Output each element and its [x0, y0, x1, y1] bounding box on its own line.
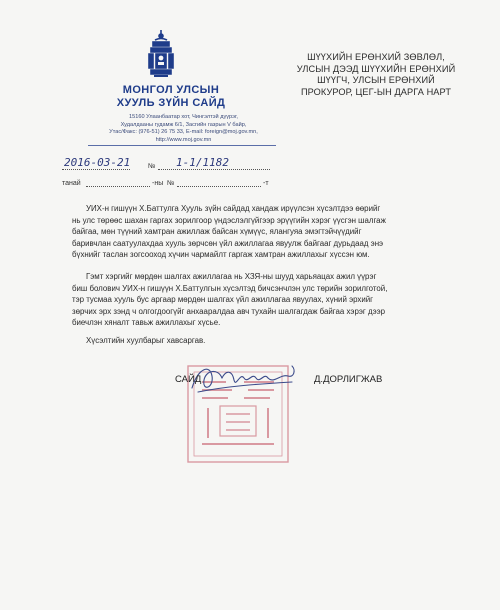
body-paragraph-2	[72, 271, 462, 329]
body-line: УИХ-н гишүүн Х.Баттулга Хууль зүйн сайдад хандаж ирүүлсэн хүсэлтдээ өөрийг	[86, 204, 381, 213]
recipient-line: ПРОКУРОР, ЦЕГ-ЫН ДАРГА НАРТ	[300, 86, 452, 97]
date-number-line	[62, 157, 272, 171]
body-line: баривчлан саатуулахдаа хууль зөрчсөн үйл ажиллагаа явуулж байгааг дурьдаад энэ	[72, 238, 384, 248]
ref-number-sign: №	[167, 180, 175, 187]
your-label: танай	[62, 180, 81, 187]
body-line: бүхнийг таслан зогсооход хүчин чармайлт гаргаж хамтран ажиллахыг хүссэн юм.	[72, 250, 370, 260]
body-line: биечлэн хяналт тавьж ажиллахыг хүсье.	[72, 318, 221, 328]
body-paragraph-3	[72, 335, 462, 347]
recipient-line: ШҮҮГЧ, УЛСЫН ЕРӨНХИЙ	[317, 75, 435, 85]
state-emblem-icon	[143, 28, 179, 80]
handwritten-signature-icon	[188, 358, 300, 398]
body-line: зөрчих эрх зэнд ч олгогдоогүйг анхааралдаа авч тухайн шалгагдаж байгаа хэрэг дээр	[72, 306, 386, 316]
letterhead-divider	[88, 145, 276, 146]
recipient-line: ШҮҮХИЙН ЕРӨНХИЙ ЗӨВЛӨЛ,	[307, 52, 445, 62]
body-paragraph-1	[72, 203, 462, 261]
address-line: Худалдааны гудамж 6/1, Засгийн газрын V байр,	[120, 121, 247, 128]
address-line: 15160 Улаанбаатар хот, Чингэлтэй дүүрэг,	[129, 114, 238, 120]
number-handwritten: 1-1/1182	[176, 156, 229, 169]
reference-line	[62, 176, 272, 188]
body-line: тэр тусмаа хууль бус аргаар мөрдөн шалгах үйл ажиллагаа явуулах, хүний эрхийг	[72, 295, 374, 305]
ministry-name	[96, 84, 246, 110]
date-handwritten: 2016-03-21	[64, 156, 131, 169]
address-line: Утас/Факс: (976-51) 26 75 33, E-mail: foreign@moj.gov.mn,	[109, 129, 258, 135]
ministry-line-2: ХУУЛЬ ЗҮЙН САЙД	[116, 97, 226, 109]
ref-date-dotted-line	[86, 185, 150, 187]
number-sign: №	[148, 163, 156, 170]
ref-number-dotted-line	[177, 185, 261, 187]
t-label: -т	[263, 180, 269, 187]
address-line: http://www.moj.gov.mn	[155, 136, 212, 143]
ministry-line-1: МОНГОЛ УЛСЫН	[122, 84, 220, 96]
no-label: -ны	[152, 180, 164, 187]
recipient-block	[286, 52, 466, 98]
body-line: биш болович УИХ-н гишүүн Х.Баттулгын хүсэлтэд бичсэнчлэн улс төрийн зорилготой,	[72, 283, 388, 293]
body-line: Хүсэлтийн хуулбарыг хавсаргав.	[86, 336, 206, 345]
ministry-address	[96, 114, 271, 144]
signatory-name: Д.ДОРЛИГЖАВ	[314, 374, 383, 385]
signature-title: САЙД	[175, 374, 202, 385]
recipient-line: УЛСЫН ДЭЭД ШҮҮХИЙН ЕРӨНХИЙ	[296, 63, 456, 74]
body-line: нь улс төрөөс шахан гаргах зорилгоор үндэслэлгүйгээр эрүүгийн хэрэг үүсгэн шалгаж	[72, 215, 386, 225]
body-line: Гэмт хэргийг мөрдөн шалгах ажиллагаа нь ХЗЯ-ны шууд харьяацах ажил үүрэг	[86, 272, 377, 281]
body-line: байгаа, мөн түүний хамтран ажиллаж байсан хүмүүс, ялангуяа эмэгтэйчүүдийг	[72, 227, 362, 237]
